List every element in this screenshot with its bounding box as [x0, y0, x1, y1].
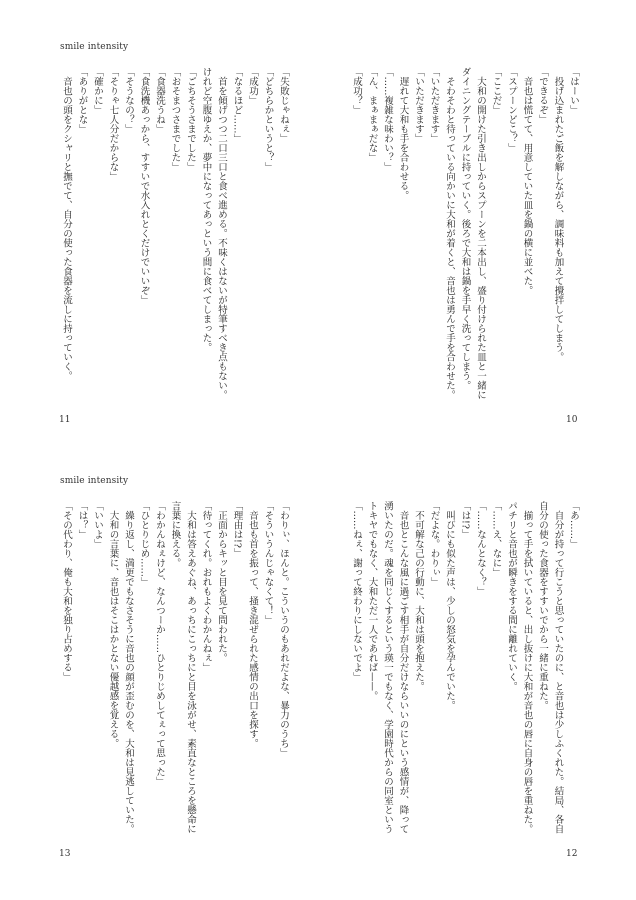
text-line: 「……なんとなく？」	[475, 501, 486, 596]
text-line: 「あ……」	[568, 501, 579, 549]
text-line: 「成功」	[247, 67, 258, 105]
text-line: 正面からキッと目を見て問われた。	[216, 501, 227, 663]
text-line: 「いただきます」	[413, 67, 424, 143]
text-line: 不可解な己の行動に、大和は頭を抱えた。	[413, 501, 424, 691]
text-line: 「待ってくれ。おれもよくわかんねぇ」	[200, 501, 212, 672]
text-line: パチリと音也が瞬きをする間に離れていく。	[506, 501, 517, 691]
text-line: 「ごちそうさまでした」	[185, 67, 196, 172]
text-line: 「確かに」	[92, 67, 103, 115]
text-line: 「はーい」	[568, 67, 579, 115]
text-line: 大和の開けた引き出しからスプーンを二本出し、盛り付けられた皿と一緒に	[475, 67, 486, 400]
text-line: 「わかんねぇけど、なんつーか……ひとりじめしてぇって思った」	[154, 501, 165, 786]
page-10-text	[348, 67, 581, 407]
text-line: 「食洗機あっから、すすいで水入れとくだけでいいぞ」	[138, 67, 150, 305]
page-number-11: 11	[59, 415, 71, 425]
text-line: 叫びにも似た声は、少しの怒気を孕んでいた。	[444, 501, 455, 710]
text-line: 大和の言葉に、音也はそこはかとない優越感を覚える。	[107, 501, 119, 748]
text-line: 「理由は!?」	[231, 501, 243, 558]
text-line: 首を傾げつつ二口三口と食べ進める。不味くはないが特筆すべき点もない。	[216, 67, 227, 400]
text-line: 「どちらかというと？」	[262, 67, 274, 172]
text-line: 大和は答えあぐね、あっちにこっちにと目を泳がせ、素直なところを懸命に	[185, 501, 196, 834]
running-header: smile intensity	[60, 42, 129, 52]
text-line: 「ここだ」	[490, 67, 502, 115]
text-line: 音也とこんな風に過ごす相手が自分だけならいいのにという感情が、降って	[397, 501, 409, 834]
text-line: 音也も首を振って、掻き混ぜられた感情の出口を探す。	[247, 501, 258, 748]
text-line: 投げ込まれたご飯を解しながら、調味料も加えて攪拌してしまう。	[552, 67, 564, 362]
text-line: 「ひとりじめ……」	[138, 501, 150, 587]
text-line: 繰り返し、満更でもなさそうに音也の顔が歪むのを、大和は見逃していた。	[123, 501, 134, 834]
text-line: けれど空腹ゆえか、夢中になってあっという間に食べてしまった。	[200, 67, 212, 352]
text-line: 「は？」	[76, 501, 88, 539]
text-line: 「スプーンどこ？」	[506, 67, 517, 153]
text-line: 「だよな。わりぃ」	[428, 501, 440, 587]
text-line: 揃って手を拭いていると、出し抜けに大和が音也の唇に自身の唇を重ねた。	[521, 501, 533, 834]
page-number-12: 12	[566, 849, 578, 859]
text-line: 「そうなの？」	[123, 67, 134, 134]
text-line: 「成功？」	[351, 67, 362, 115]
text-line: 「いいよ」	[92, 501, 103, 549]
text-line: 「わりぃ、ほんと。こういうのもあれだよな、暴力のうち」	[278, 501, 289, 758]
text-line: 「食器洗うね」	[154, 67, 165, 134]
text-line: 「……複雑な味わい？」	[382, 67, 393, 172]
text-line: 「……ねぇ、謝って終わりにしないでよ」	[351, 501, 362, 682]
text-line: 「は!?」	[459, 501, 471, 539]
text-line: 「できるぞ」	[537, 67, 548, 124]
text-line: 「なるほど……」	[231, 67, 243, 143]
page-11-text	[58, 67, 291, 407]
text-line: 「その代わり、俺も大和を独り占めする」	[61, 501, 72, 682]
text-line: 言葉に換える。	[169, 501, 181, 568]
text-line: 音也の頭をクシャリと撫でて、自分の使った食器を流しに持っていく。	[61, 67, 72, 381]
page-number-13: 13	[59, 849, 71, 859]
text-line: 「失敗じゃねぇ」	[278, 67, 289, 143]
text-line: 遅れて大和も手を合わせる。	[397, 67, 409, 200]
text-line: 自分が持って行こうと思っていたのに、と音也は少しふくれた。結局、各自	[552, 501, 564, 834]
page-12-text	[348, 501, 581, 841]
page-number-10: 10	[566, 415, 578, 425]
page-13-text	[58, 501, 291, 841]
text-line: 「そういうんじゃなくて！」	[262, 501, 274, 625]
text-line: 「ありがとな」	[76, 67, 88, 134]
text-line: 「そりゃ七人分だからな」	[107, 67, 119, 181]
spread-pages-12-13	[0, 434, 636, 884]
text-line: 「いただきます」	[428, 67, 440, 143]
text-line: 「おそまつさまでした」	[169, 67, 181, 172]
text-line: トキヤでもなく、大和ただ一人であれば——。	[366, 501, 378, 701]
text-line: ダイニングテーブルに持っていく。後ろで大和は鍋を手早く洗ってしまう。	[459, 67, 471, 390]
text-line: 湧いたのだ。魂を同じくするという瑛一でもなく、学園時代からの同室という	[382, 501, 393, 834]
text-line: 自分の使った食器をすすいでから一緒に重ねた。	[537, 501, 548, 710]
text-line: そわそわと待っている向かいに大和が着くと、音也は勇んで手を合わせた。	[444, 67, 455, 400]
text-line: 「ん、まぁまぁだな」	[366, 67, 378, 162]
text-line: 「……え、なに」	[490, 501, 502, 577]
text-line: 音也は慌てて、用意していた皿を鍋の横に並べた。	[521, 67, 533, 295]
running-header: smile intensity	[60, 476, 129, 486]
